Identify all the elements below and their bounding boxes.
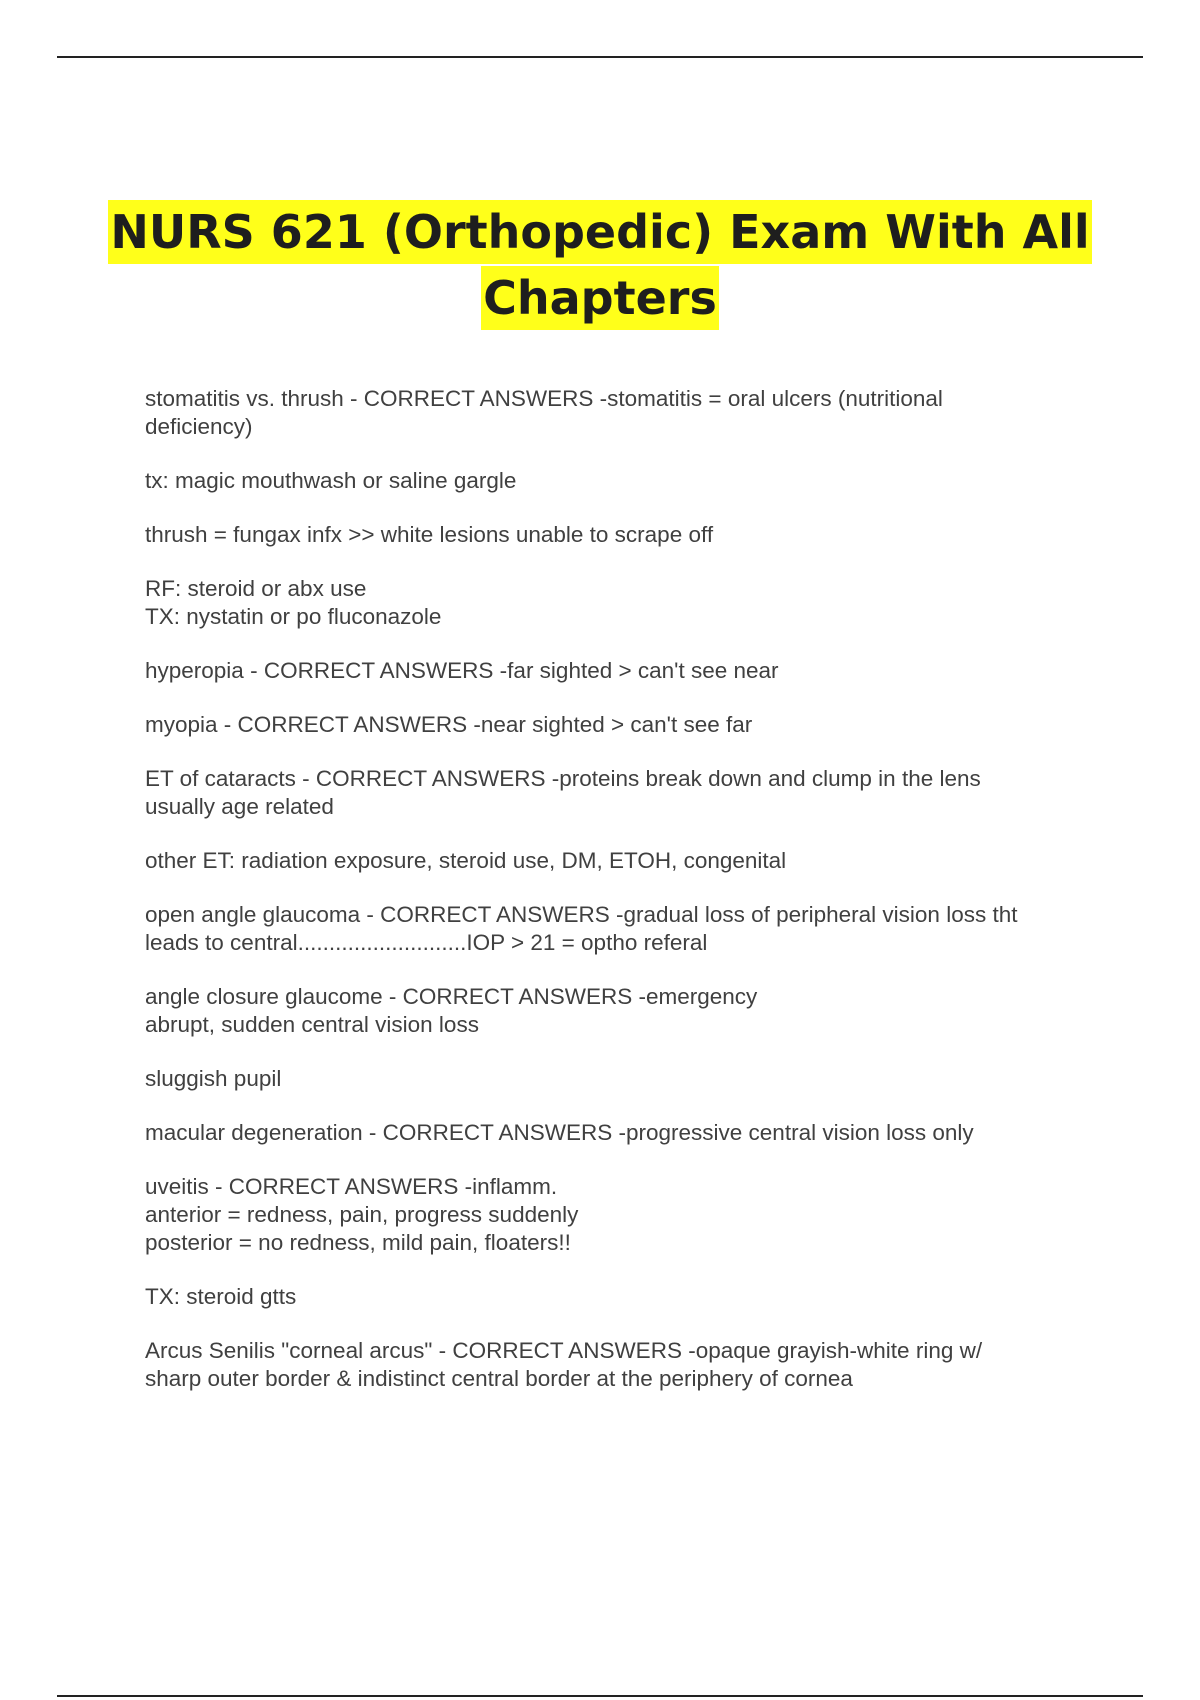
qa-entry: [145, 1119, 1105, 1147]
entry-line: anterior = redness, pain, progress suddenly: [145, 1202, 579, 1227]
qa-entry: [145, 1283, 1105, 1311]
entry-line: TX: nystatin or po fluconazole: [145, 604, 442, 629]
qa-entry: [145, 847, 1105, 875]
entry-line: abrupt, sudden central vision loss: [145, 1012, 479, 1037]
qa-entry: [145, 657, 1105, 685]
qa-entry: [145, 1337, 1105, 1393]
entry-line: sluggish pupil: [145, 1066, 282, 1091]
entry-line: deficiency): [145, 414, 253, 439]
bottom-rule: [57, 1695, 1143, 1697]
qa-entry: [145, 467, 1105, 495]
entry-line: ET of cataracts - CORRECT ANSWERS -proteins break down and clump in the lens: [145, 766, 981, 791]
qa-entry: [145, 711, 1105, 739]
qa-entry: [145, 1173, 1105, 1257]
document-title: [0, 200, 1200, 332]
entry-line: tx: magic mouthwash or saline gargle: [145, 468, 517, 493]
entry-line: usually age related: [145, 794, 334, 819]
qa-entry: [145, 1065, 1105, 1093]
title-line-2: Chapters: [481, 266, 719, 330]
entry-line: leads to central...........................IOP > 21 = optho referal: [145, 930, 708, 955]
entry-line: posterior = no redness, mild pain, floaters!!: [145, 1230, 571, 1255]
qa-entry: [145, 901, 1105, 957]
qa-entry: [145, 765, 1105, 821]
entry-line: stomatitis vs. thrush - CORRECT ANSWERS -stomatitis = oral ulcers (nutritional: [145, 386, 943, 411]
entry-line: RF: steroid or abx use: [145, 576, 367, 601]
entry-line: angle closure glaucome - CORRECT ANSWERS -emergency: [145, 984, 758, 1009]
top-rule: [57, 56, 1143, 58]
entry-line: hyperopia - CORRECT ANSWERS -far sighted > can't see near: [145, 658, 779, 683]
entry-line: open angle glaucoma - CORRECT ANSWERS -gradual loss of peripheral vision loss tht: [145, 902, 1018, 927]
title-line-1: NURS 621 (Orthopedic) Exam With All: [108, 200, 1091, 264]
entry-line: uveitis - CORRECT ANSWERS -inflamm.: [145, 1174, 558, 1199]
qa-entry: [145, 575, 1105, 631]
entry-line: TX: steroid gtts: [145, 1284, 297, 1309]
entry-line: macular degeneration - CORRECT ANSWERS -progressive central vision loss only: [145, 1120, 974, 1145]
qa-entry: [145, 521, 1105, 549]
entry-line: sharp outer border & indistinct central border at the periphery of cornea: [145, 1366, 853, 1391]
entry-line: other ET: radiation exposure, steroid use, DM, ETOH, congenital: [145, 848, 787, 873]
qa-entry: [145, 385, 1105, 441]
entry-line: myopia - CORRECT ANSWERS -near sighted > can't see far: [145, 712, 753, 737]
entry-line: Arcus Senilis "corneal arcus" - CORRECT ANSWERS -opaque grayish-white ring w/: [145, 1338, 983, 1363]
qa-entry: [145, 983, 1105, 1039]
entry-line: thrush = fungax infx >> white lesions unable to scrape off: [145, 522, 714, 547]
document-body: [145, 385, 1105, 1419]
